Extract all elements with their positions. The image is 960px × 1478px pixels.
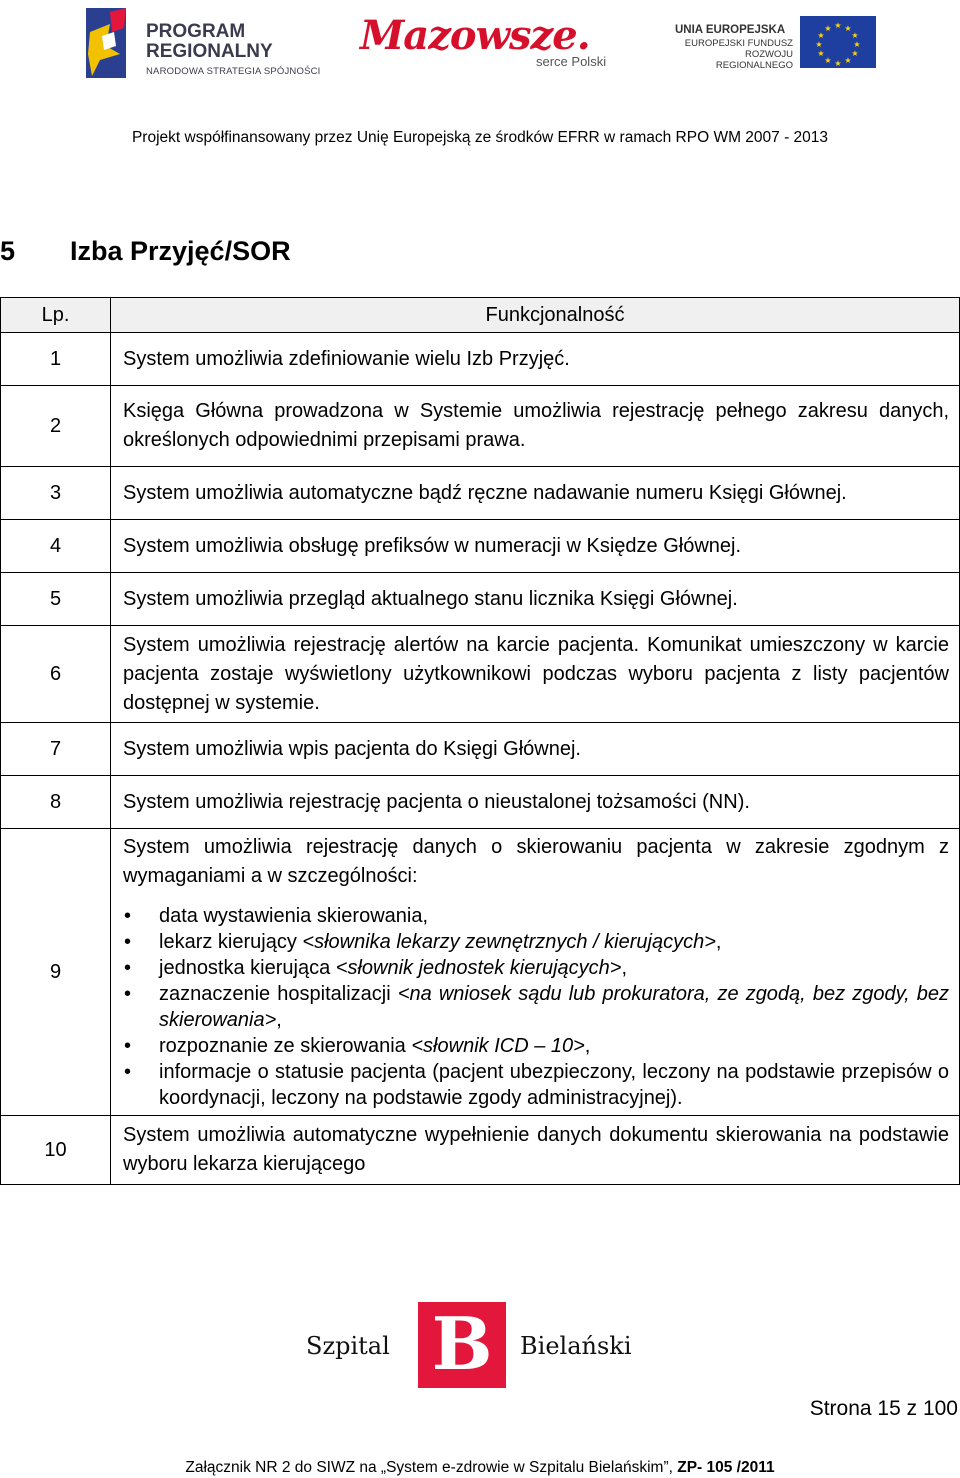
eu-flag-icon (800, 16, 876, 68)
row-number: 6 (1, 626, 111, 723)
row-text: System umożliwia wpis pacjenta do Księgi Głównej. (111, 723, 960, 776)
list-item: • jednostka kierująca <słownik jednostek kierujących>, (159, 955, 949, 981)
row-text: System umożliwia automatyczne bądź ręczne nadawanie numeru Księgi Głównej. (111, 467, 960, 520)
svg-text:★: ★ (853, 40, 861, 49)
section-number: 5 (0, 236, 16, 266)
list-item: • zaznaczenie hospitalizacji <na wniosek sądu lub prokuratora, ze zgodą, bez zgody, bez skierowania>, (159, 981, 949, 1033)
row-number: 3 (1, 467, 111, 520)
szpital-bielanski-logo (300, 1300, 660, 1390)
svg-text:★: ★ (834, 21, 842, 30)
list-item: • lekarz kierujący <słownika lekarzy zewnętrznych / kierujących>, (159, 929, 949, 955)
table-row (1, 333, 960, 386)
table-row (1, 829, 960, 1116)
table-row (1, 723, 960, 776)
attachment-note: Załącznik NR 2 do SIWZ na „System e-zdrowie w Szpitalu Bielańskim”, ZP- 105 /2011 (185, 1459, 775, 1476)
svg-text:★: ★ (844, 56, 852, 65)
row-text: System umożliwia rejestrację pacjenta o nieustalonej tożsamości (NN). (111, 776, 960, 829)
row-number: 7 (1, 723, 111, 776)
hospital-b-mark-icon: B (418, 1302, 506, 1388)
logo-ue-line1: UNIA EUROPEJSKA (675, 24, 786, 36)
table-row (1, 626, 960, 723)
table-row (1, 1116, 960, 1185)
list-item: • informacje o statusie pacjenta (pacjent ubezpieczony, leczony na podstawie przepisów o koordynacji, leczony na podstawie zgody administracyjnej). (159, 1059, 949, 1111)
requirements-table (0, 297, 960, 1185)
table-row (1, 776, 960, 829)
project-funding-note: Projekt współfinansowany przez Unię Europejską ze środków EFRR w ramach RPO WM 2007 - 2013 (131, 129, 829, 146)
logo-mazowsze-tagline: serce Polski (536, 54, 607, 69)
logo-program-line3: NARODOWA STRATEGIA SPÓJNOŚCI (146, 66, 321, 77)
program-regionalny-logo (80, 2, 325, 82)
svg-text:★: ★ (844, 24, 852, 33)
list-item: • rozpoznanie ze skierowania <słownik ICD – 10>, (159, 1033, 949, 1059)
referral-fields-list (123, 903, 949, 1111)
table-row (1, 386, 960, 467)
case-reference: ZP- 105 /2011 (677, 1459, 775, 1476)
header-lp: Lp. (1, 298, 111, 333)
logo-mazowsze-name: Mazowsze. (360, 12, 590, 59)
svg-text:★: ★ (824, 24, 832, 33)
svg-text:★: ★ (817, 49, 825, 58)
row-text: System umożliwia obsługę prefiksów w numeracji w Księdze Głównej. (111, 520, 960, 573)
row-text: System umożliwia rejestrację danych o skierowaniu pacjenta w zakresie zgodnym z wymaganiami a w szczególności: (123, 836, 949, 887)
row-text-with-list (111, 829, 960, 1116)
svg-text:★: ★ (817, 31, 825, 40)
row-text: System umożliwia automatyczne wypełnienie danych dokumentu skierowania na podstawie wyboru lekarza kierującego (111, 1116, 960, 1185)
row-number: 1 (1, 333, 111, 386)
logo-program-line1: PROGRAM (146, 21, 246, 42)
logo-szpital-left: Szpital (306, 1332, 390, 1360)
table-row (1, 520, 960, 573)
row-text: System umożliwia rejestrację alertów na karcie pacjenta. Komunikat umieszczony w karcie pacjenta zostaje wyświetlony użytkownikowi podczas wyboru pacjenta z listy pacjentów dostępnej w systemie. (111, 626, 960, 723)
header-functionality: Funkcjonalność (111, 298, 960, 333)
svg-text:★: ★ (815, 40, 823, 49)
row-number: 10 (1, 1116, 111, 1185)
logo-szpital-right: Bielański (520, 1332, 632, 1360)
svg-text:★: ★ (834, 59, 842, 68)
mazowsze-logo (360, 10, 625, 80)
table-row (1, 467, 960, 520)
section-title: Izba Przyjęć/SOR (70, 236, 291, 266)
eu-logo (655, 14, 880, 74)
row-number: 4 (1, 520, 111, 573)
page-number: Strona 15 z 100 (809, 1397, 958, 1420)
logo-program-line2: REGIONALNY (146, 41, 273, 62)
svg-text:★: ★ (851, 31, 859, 40)
logo-ue-line3: ROZWOJU REGIONALNEGO (715, 49, 793, 71)
logo-ue-line2: EUROPEJSKI FUNDUSZ (684, 38, 793, 49)
table-row (1, 573, 960, 626)
row-text: Księga Główna prowadzona w Systemie umożliwia rejestrację pełnego zakresu danych, określonych odpowiednimi przepisami prawa. (111, 386, 960, 467)
list-item: • data wystawienia skierowania, (159, 903, 949, 929)
row-number: 9 (1, 829, 111, 1116)
star-flag-icon (80, 2, 140, 82)
table-header-row (1, 298, 960, 333)
row-text: System umożliwia zdefiniowanie wielu Izb Przyjęć. (111, 333, 960, 386)
svg-text:★: ★ (851, 49, 859, 58)
row-number: 2 (1, 386, 111, 467)
row-number: 5 (1, 573, 111, 626)
row-text: System umożliwia przegląd aktualnego stanu licznika Księgi Głównej. (111, 573, 960, 626)
svg-text:★: ★ (824, 56, 832, 65)
row-number: 8 (1, 776, 111, 829)
